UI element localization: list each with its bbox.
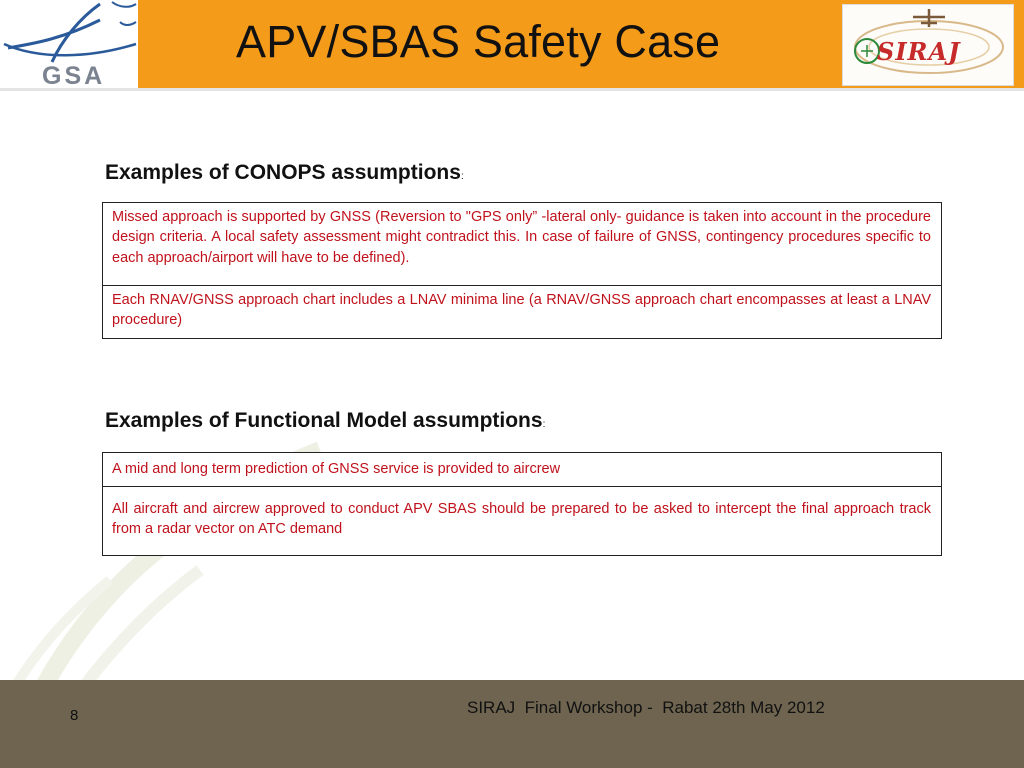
table-row: A mid and long term prediction of GNSS service is provided to aircrew [103,453,941,487]
table-row: Missed approach is supported by GNSS (Reversion to "GPS only” -lateral only- guidance is taken into account in the procedure design criteria. A local safety assessment might contradict this. In case of failure of GNSS, contingency procedures specific to each approach/airport will have to be defined). [103,203,941,286]
functional-model-assumptions-table [102,452,942,556]
functional-model-heading [105,409,545,433]
table-row: All aircraft and aircrew approved to conduct APV SBAS should be prepared to be asked to intercept the final approach track from a radar vector on ATC demand [112,501,931,538]
footer-event-text: SIRAJ Final Workshop - Rabat 28th May 2012 [467,698,825,717]
page-number: 8 [70,707,79,724]
slide-header [0,0,1024,92]
siraj-logo-text: SIRAJ [877,37,961,66]
conops-heading [105,161,464,185]
functional-model-heading-colon: : [542,419,546,430]
conops-heading-text: Examples of CONOPS assumptions [105,161,461,184]
conops-heading-colon: : [460,171,464,182]
siraj-logo [842,4,1014,86]
slide-title: APV/SBAS Safety Case [236,16,721,67]
table-row: Each RNAV/GNSS approach chart includes a LNAV minima line (a RNAV/GNSS approach chart encompasses at least a LNAV procedure) [112,292,931,329]
header-divider [0,88,1024,91]
gsa-logo-text: GSA [42,62,106,90]
slide-footer [0,680,1024,768]
conops-assumptions-table [102,202,942,339]
functional-model-heading-text: Examples of Functional Model assumptions [105,409,543,432]
